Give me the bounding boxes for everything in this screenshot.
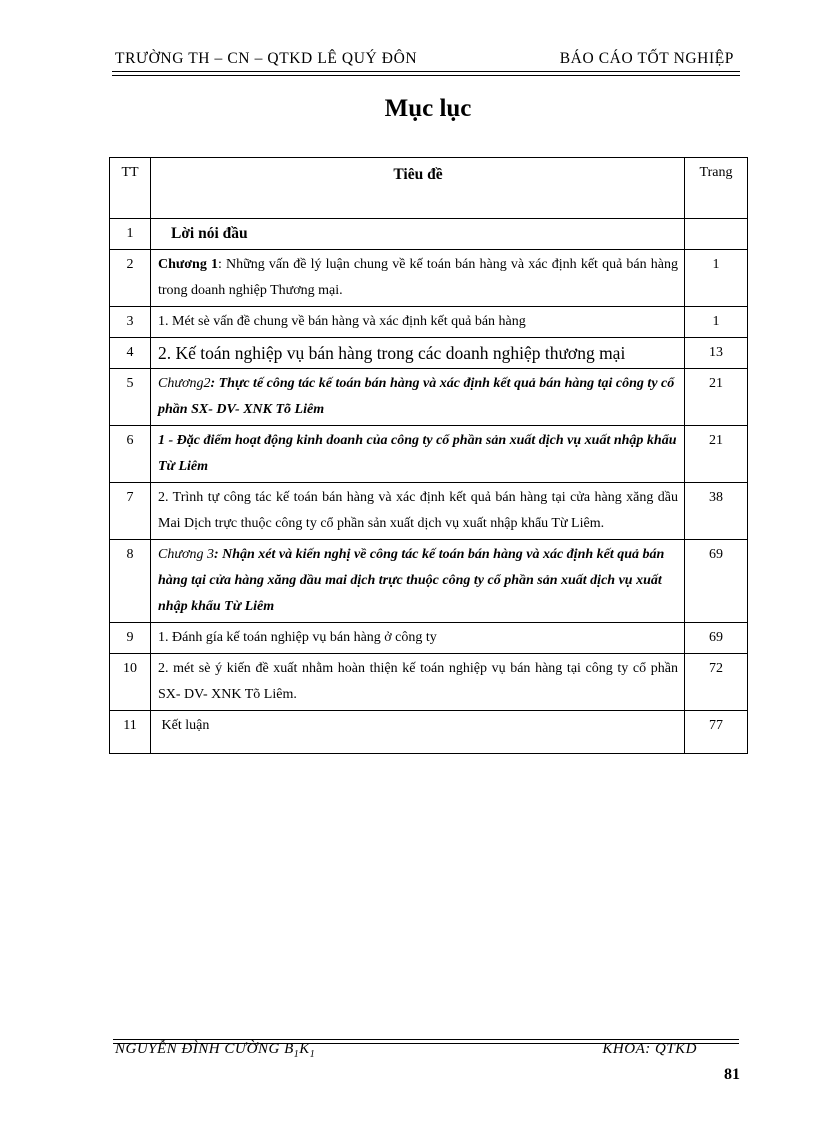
row-number: 1 <box>110 219 151 250</box>
table-row <box>110 338 748 369</box>
row-page: 1 <box>685 307 748 338</box>
author-sub-1: 1 <box>293 1049 300 1060</box>
header-school-name: TRƯỜNG TH – CN – QTKD LÊ QUÝ ĐÔN <box>115 50 418 67</box>
row-page: 38 <box>685 483 748 540</box>
table-row <box>110 540 748 623</box>
row-title <box>151 540 685 623</box>
chapter-text: : Những vấn đề lý luận chung về kế toán bán hàng và xác định kết quả bán hàng trong doanh nghiệp Thương mại. <box>158 257 678 298</box>
row-number: 3 <box>110 307 151 338</box>
row-page: 21 <box>685 426 748 483</box>
table-row <box>110 369 748 426</box>
header-rule <box>112 71 740 72</box>
row-page: 1 <box>685 250 748 307</box>
row-number: 4 <box>110 338 151 369</box>
table-of-contents <box>109 157 748 754</box>
row-page: 13 <box>685 338 748 369</box>
row-page: 69 <box>685 623 748 654</box>
row-number: 10 <box>110 654 151 711</box>
footer-author <box>115 1041 315 1060</box>
header-report-type: BÁO CÁO TỐT NGHIỆP <box>559 50 734 67</box>
table-row <box>110 426 748 483</box>
row-title <box>151 369 685 426</box>
author-k: K <box>299 1041 310 1057</box>
page-footer <box>113 1039 739 1059</box>
chapter-text: : Thực tế công tác kế toán bán hàng và xác định kết quả bán hàng tại công ty cổ phần SX- DV- XNK Tõ Liêm <box>158 376 675 417</box>
chapter-label: Chương2 <box>158 376 211 391</box>
row-title <box>151 250 685 307</box>
table-row <box>110 250 748 307</box>
footer-faculty: KHOA: QTKD <box>602 1041 697 1057</box>
column-header-page: Trang <box>685 158 748 219</box>
row-number: 7 <box>110 483 151 540</box>
row-number: 2 <box>110 250 151 307</box>
column-header-title: Tiêu đề <box>151 158 685 219</box>
row-title: Kết luận <box>151 711 685 754</box>
row-number: 9 <box>110 623 151 654</box>
chapter-label: Chương 1 <box>158 257 218 272</box>
row-page: 21 <box>685 369 748 426</box>
column-header-tt: TT <box>110 158 151 219</box>
page-number: 81 <box>724 1066 740 1083</box>
page-header <box>112 44 740 72</box>
row-title: 1. Mét sè vấn đề chung về bán hàng và xác định kết quả bán hàng <box>151 307 685 338</box>
row-page: 72 <box>685 654 748 711</box>
row-number: 6 <box>110 426 151 483</box>
row-number: 11 <box>110 711 151 754</box>
row-number: 8 <box>110 540 151 623</box>
row-title: 2. mét sè ý kiến đề xuất nhằm hoàn thiện kế toán nghiệp vụ bán hàng tại công ty cổ phần SX- DV- XNK Tõ Liêm. <box>151 654 685 711</box>
row-page: 69 <box>685 540 748 623</box>
table-row <box>110 307 748 338</box>
row-page: 77 <box>685 711 748 754</box>
chapter-text: : Nhận xét và kiến nghị về công tác kế toán bán hàng và xác định kết quả bán hàng tại cửa hàng xăng dầu mai dịch trực thuộc công ty cổ phần sản xuất dịch vụ xuất nhập khẩu Từ Liêm <box>158 547 665 614</box>
table-row <box>110 219 748 250</box>
table-row <box>110 623 748 654</box>
author-name: NGUYỄN ĐÌNH CƯỜNG B <box>115 1041 294 1057</box>
footer-rule-thin <box>113 1039 739 1040</box>
row-title: 2. Trình tự công tác kế toán bán hàng và xác định kết quả bán hàng tại cửa hàng xăng dầu Mai Dịch trực thuộc công ty cổ phần sản xuất dịch vụ xuất nhập khẩu Từ Liêm. <box>151 483 685 540</box>
row-title: 2. Kế toán nghiệp vụ bán hàng trong các doanh nghiệp thương mại <box>151 338 685 369</box>
row-page <box>685 219 748 250</box>
header-rule-thin <box>112 75 740 76</box>
table-row <box>110 483 748 540</box>
table-header-row <box>110 158 748 219</box>
chapter-label: Chương 3 <box>158 547 214 562</box>
table-row <box>110 654 748 711</box>
page-title: Mục lục <box>384 95 472 122</box>
author-sub-2: 1 <box>309 1049 316 1060</box>
row-title: 1. Đánh gía kế toán nghiệp vụ bán hàng ở công ty <box>151 623 685 654</box>
row-title: 1 - Đặc điểm hoạt động kinh doanh của công ty cổ phần sản xuất dịch vụ xuất nhập khẩu Từ Liêm <box>151 426 685 483</box>
table-row <box>110 711 748 754</box>
row-title: Lời nói đầu <box>151 219 685 250</box>
row-number: 5 <box>110 369 151 426</box>
